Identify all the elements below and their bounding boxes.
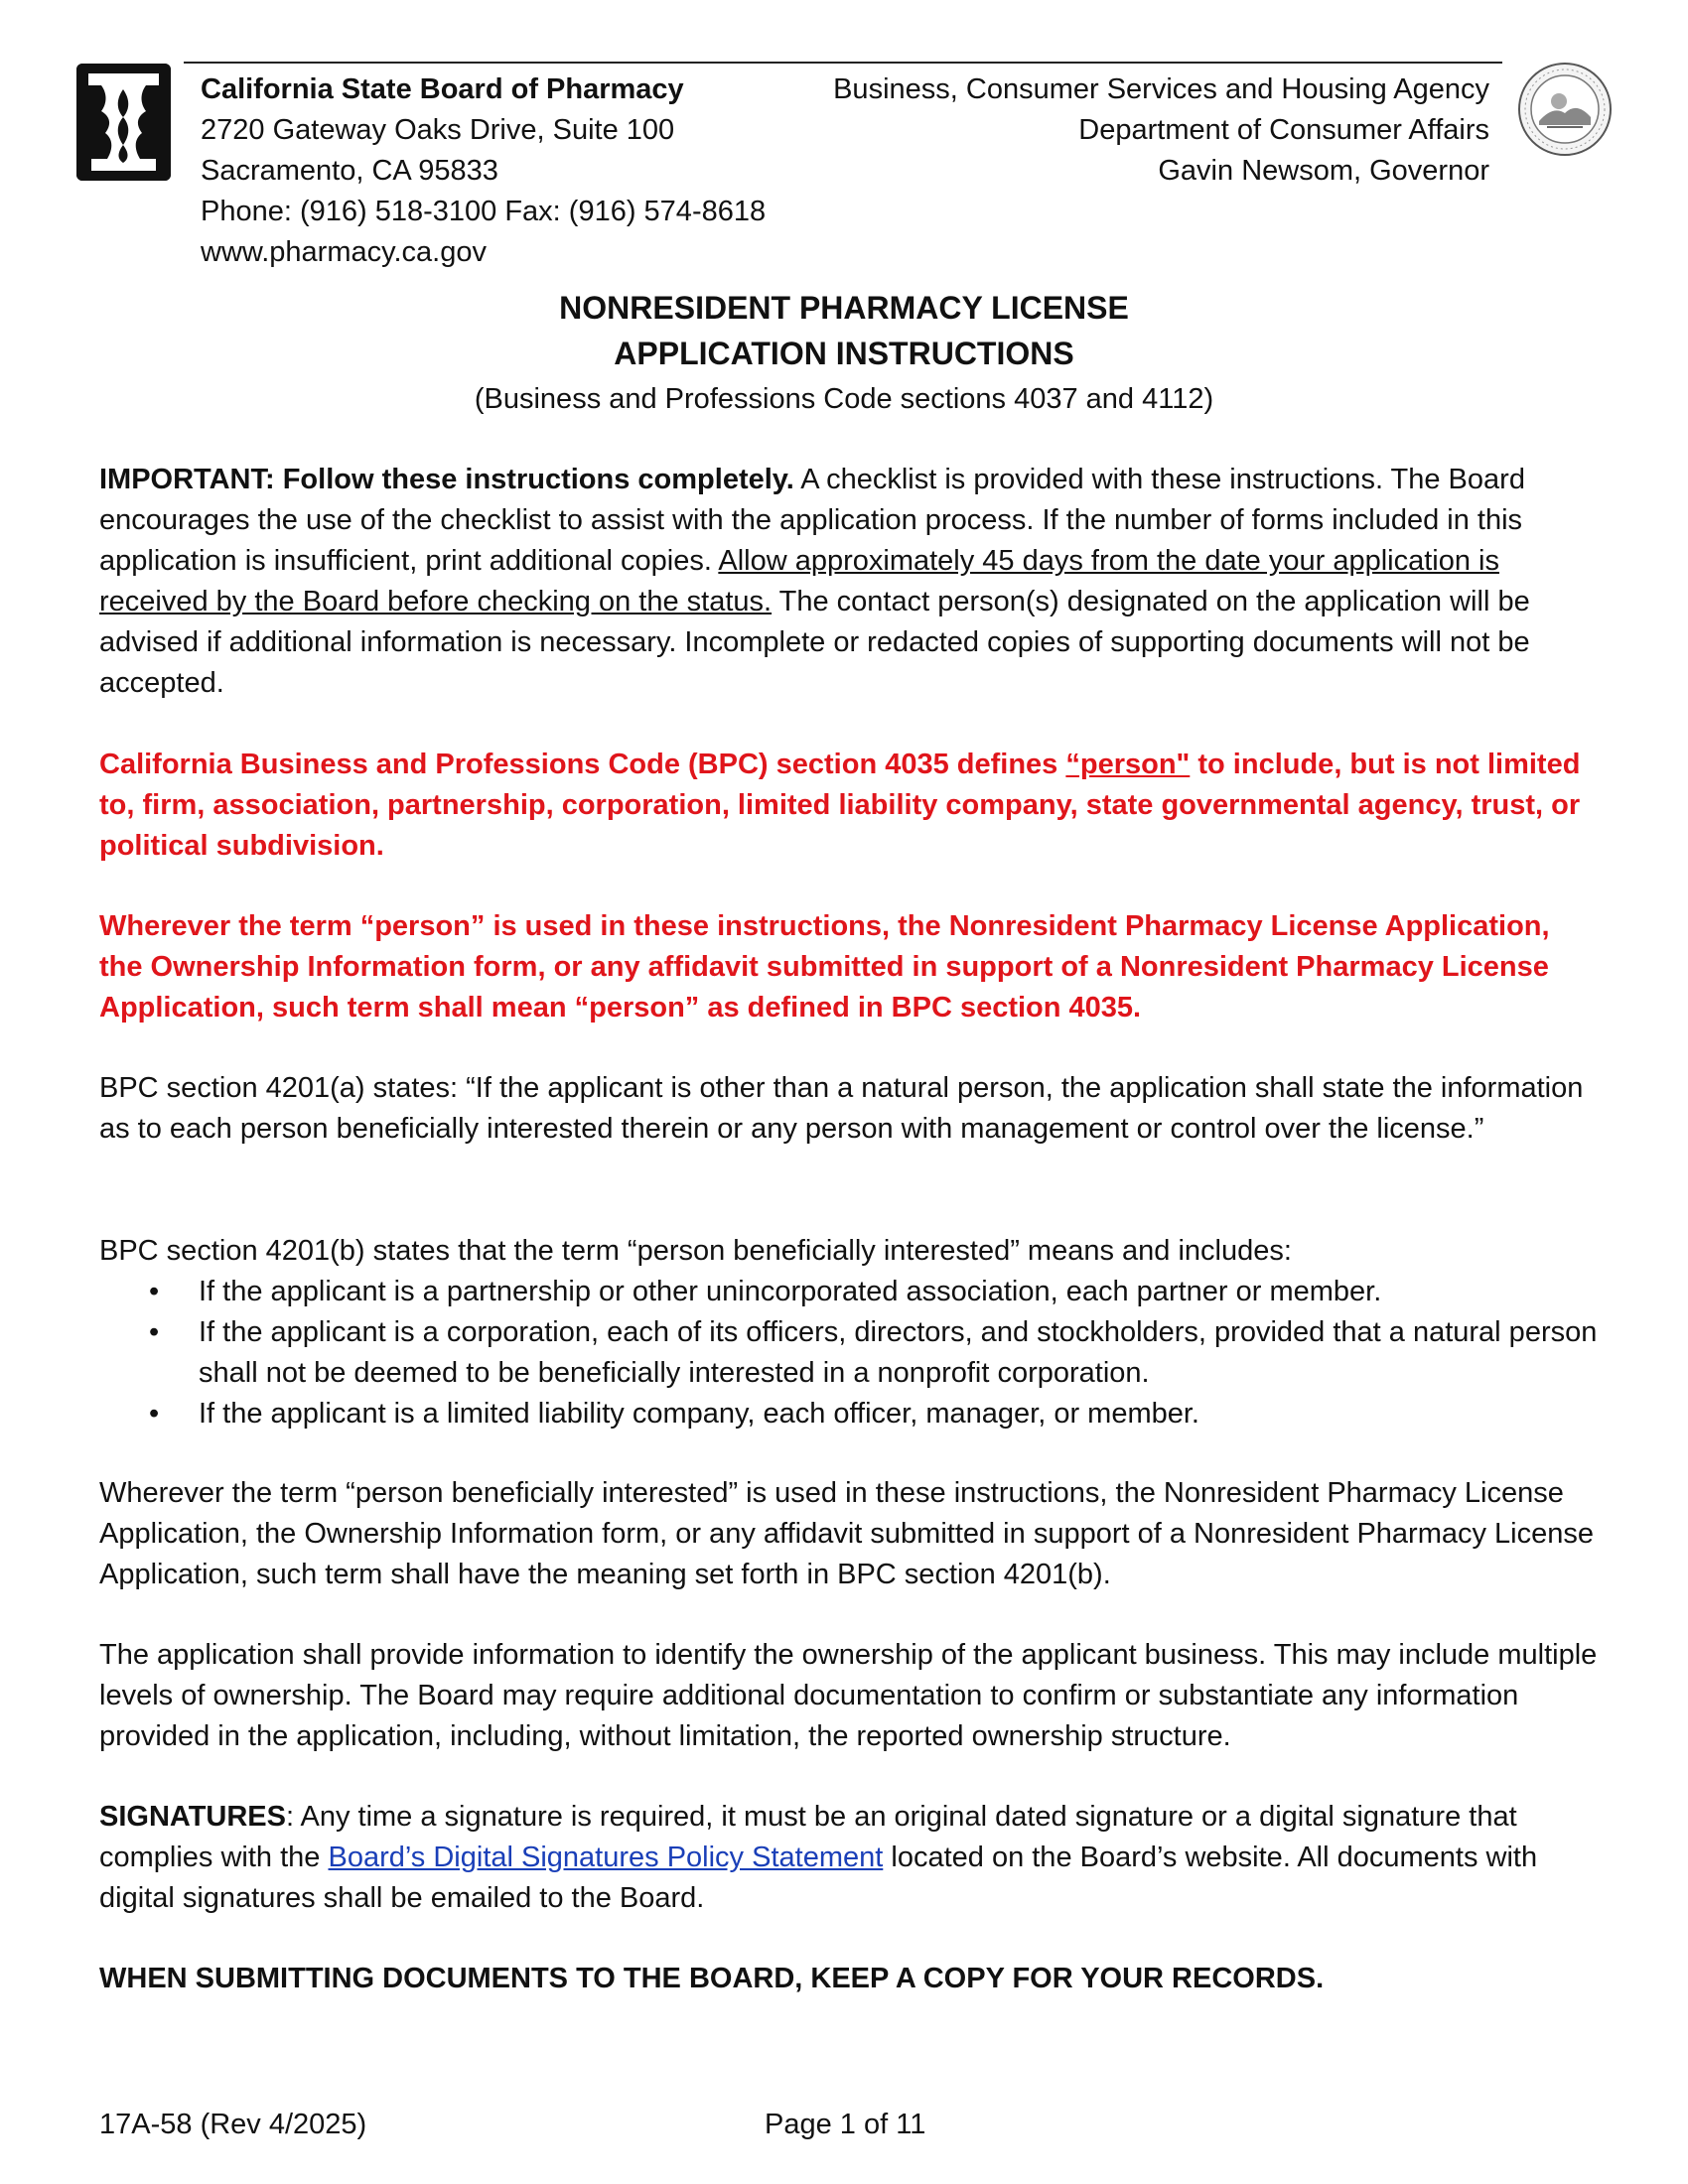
signatures-lead: SIGNATURES bbox=[99, 1801, 286, 1833]
agency-name: Business, Consumer Services and Housing Agency bbox=[833, 73, 1489, 105]
bpc-4035-text-1: California Business and Professions Code (BPC) section 4035 defines bbox=[99, 749, 1066, 780]
bpc-4201a-paragraph: BPC section 4201(a) states: “If the applicant is other than a natural person, the application shall state the information as to each person beneficially interested therein or any person with management or control over the license.” bbox=[99, 1072, 1584, 1145]
board-address-block bbox=[201, 69, 766, 273]
page-number: Page 1 of 11 bbox=[765, 2109, 926, 2140]
signatures-text-1: : Any time a signature is required, it must be an original dated signature or a digital signature that complies with the bbox=[99, 1801, 1517, 1873]
list-item: • If the applicant is a corporation, each of its officers, directors, and stockholders, provided that a natural person shall not be deemed to be beneficially interested in a nonprofit corporation. bbox=[199, 1312, 1599, 1394]
signatures-text-2: located on the Board’s website. All documents with digital signatures shall be emailed to the Board. bbox=[99, 1842, 1538, 1914]
beneficially-interested-paragraph: Wherever the term “person beneficially interested” is used in these instructions, the Nonresident Pharmacy License Application, the Ownership Information form, or any affidavit submitted in support of a Nonresident Pharmacy License Application, such term shall have the meaning set forth in BPC section 4201(b). bbox=[99, 1477, 1595, 1590]
california-seal-icon bbox=[1517, 62, 1613, 157]
bpc-4201b-intro: BPC section 4201(b) states that the term “person beneficially interested” means and includes: bbox=[99, 1235, 1292, 1267]
address-line-1: 2720 Gateway Oaks Drive, Suite 100 bbox=[201, 114, 675, 146]
document-title-line-1: NONRESIDENT PHARMACY LICENSE bbox=[559, 290, 1129, 326]
important-underlined-note: Allow approximately 45 days from the date your application is received by the Board before checking on the status. bbox=[99, 545, 1499, 617]
header-rule bbox=[184, 62, 1502, 64]
ownership-paragraph: The application shall provide information to identify the ownership of the applicant business. This may include multiple levels of ownership. The Board may require additional documentation to confirm or substantiate any information provided in the application, including, without limitation, the reported ownership structure. bbox=[99, 1639, 1598, 1752]
website-link[interactable]: www.pharmacy.ca.gov bbox=[201, 236, 487, 268]
beneficial-interest-list bbox=[99, 1272, 1599, 1434]
bpc-4035-text-2: to include, but is not limited to, firm, association, partnership, corporation, limited liability company, state governmental agency, trust, or political subdivision. bbox=[99, 749, 1581, 862]
signatures-paragraph bbox=[99, 1797, 1599, 1919]
important-lead: IMPORTANT: Follow these instructions completely. bbox=[99, 464, 794, 495]
governor-name: Gavin Newsom, Governor bbox=[1158, 155, 1489, 187]
document-title-line-2: APPLICATION INSTRUCTIONS bbox=[614, 336, 1074, 371]
document-subtitle: (Business and Professions Code sections 4037 and 4112) bbox=[474, 383, 1214, 415]
important-paragraph bbox=[99, 460, 1599, 704]
agency-block bbox=[833, 69, 1489, 192]
list-item: • If the applicant is a partnership or other unincorporated association, each partner or member. bbox=[199, 1272, 1599, 1312]
important-text-1: A checklist is provided with these instructions. The Board encourages the use of the checklist to assist with the application process. If the number of forms included in this application is insufficient, print additional copies. bbox=[99, 464, 1525, 577]
mortar-pestle-logo-icon bbox=[76, 64, 171, 181]
important-text-2: The contact person(s) designated on the application will be advised if additional information is necessary. Incomplete or redacted copies of supporting documents will not be accepted. bbox=[99, 586, 1530, 699]
form-number: 17A-58 (Rev 4/2025) bbox=[99, 2109, 367, 2140]
digital-signatures-policy-link[interactable]: Board’s Digital Signatures Policy Statement bbox=[328, 1842, 884, 1873]
keep-copy-notice: WHEN SUBMITTING DOCUMENTS TO THE BOARD, KEEP A COPY FOR YOUR RECORDS. bbox=[99, 1963, 1325, 1994]
list-item: • If the applicant is a limited liability company, each officer, manager, or member. bbox=[199, 1394, 1599, 1434]
department-name: Department of Consumer Affairs bbox=[1078, 114, 1489, 146]
person-definition-paragraph: Wherever the term “person” is used in these instructions, the Nonresident Pharmacy License Application, the Ownership Information form, or any affidavit submitted in support of a Nonresident Pharmacy License Application, such term shall mean “person” as defined in BPC section 4035. bbox=[99, 910, 1550, 1024]
phone-fax: Phone: (916) 518-3100 Fax: (916) 574-8618 bbox=[201, 196, 767, 227]
bpc-4035-paragraph bbox=[99, 745, 1599, 867]
person-term: “person" bbox=[1065, 749, 1191, 780]
board-name: California State Board of Pharmacy bbox=[201, 73, 684, 105]
bpc-4201b-section bbox=[99, 1231, 1599, 1434]
address-line-2: Sacramento, CA 95833 bbox=[201, 155, 498, 187]
